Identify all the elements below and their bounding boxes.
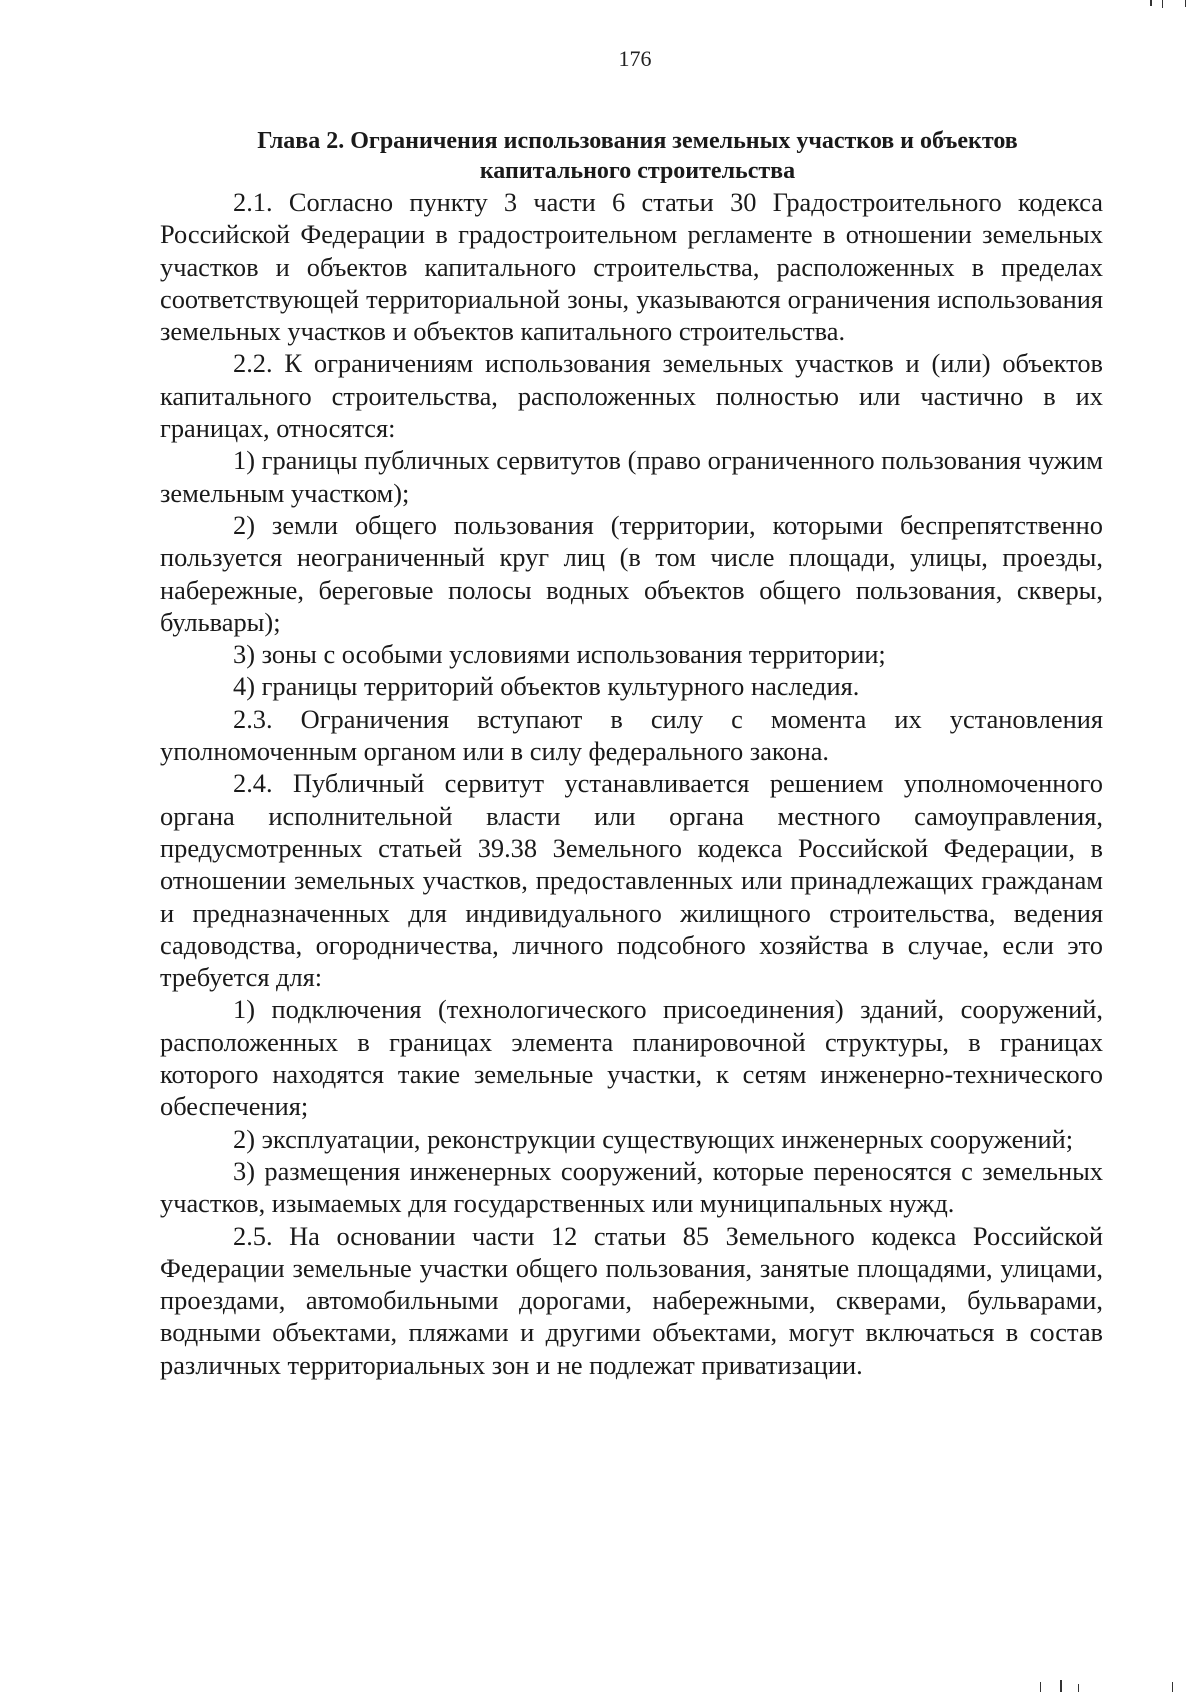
scan-mark-top-right [1185,0,1186,7]
list-item: 2) эксплуатации, реконструкции существующих инженерных сооружений; [233,1123,1074,1154]
paragraph-2-1: 2.1. Согласно пункту 3 части 6 статьи 30 Градостроительного кодекса Российской Федерации в градостроительном регламенте в отношении земельных участков и объектов капитального строительства, расположенных в пределах соответствующей территориальной зоны, указываются ограничения использования земельных участков и объектов капитального строительства. [160,187,1103,347]
list-item: 4) границы территорий объектов культурного наследия. [233,671,860,702]
paragraph-2-2: 2.2. К ограничениям использования земельных участков и (или) объектов капитального строительства, расположенных полностью или частично в их границах, относятся: [160,348,1103,444]
list-item: 1) границы публичных сервитутов (право ограниченного пользования чужим земельным участком); [160,445,1103,508]
list-item: 2) земли общего пользования (территории, которыми беспрепятственно пользуется неограниченный круг лиц (в том числе площади, улицы, проезды, набережные, береговые полосы водных объектов общего пользования, скверы, бульвары); [160,509,1103,637]
scan-mark-top-right [1162,0,1163,8]
scan-mark-bottom-right [1078,1684,1079,1692]
scan-mark-bottom-right [1060,1680,1062,1692]
paragraph-2-5: 2.5. На основании части 12 статьи 85 Земельного кодекса Российской Федерации земельные участки общего пользования, занятые площадями, улицами, проездами, автомобильными дорогами, набережными, скверами, бульварами, водными объектами, пляжами и другими объектами, могут включаться в состав различных территориальных зон и не подлежат приватизации. [160,1220,1103,1380]
scan-mark-bottom-right [1040,1682,1041,1692]
paragraph-2-3: 2.3. Ограничения вступают в силу с момента их установления уполномоченным органом или в силу федерального закона. [160,703,1103,767]
list-item: 3) зоны с особыми условиями использования территории; [233,639,886,670]
page-number: 176 [618,46,652,71]
chapter-heading: Глава 2. Ограничения использования земельных участков и объектов капитального строительства [257,128,1018,184]
list-item: 1) подключения (технологического присоединения) зданий, сооружений, расположенных в границах элемента планировочной структуры, в границах которого находятся такие земельные участки, к сетям инженерно-технического обеспечения; [160,994,1103,1122]
document-body [160,186,1103,1381]
list-item: 3) размещения инженерных сооружений, которые переносятся с земельных участков, изымаемых для государственных или муниципальных нужд. [160,1155,1103,1219]
paragraph-2-4: 2.4. Публичный сервитут устанавливается решением уполномоченного органа исполнительной власти или органа местного самоуправления, предусмотренных статьей 39.38 Земельного кодекса Российской Федерации, в отношении земельных участков, предоставленных или принадлежащих гражданам и предназначенных для индивидуального жилищного строительства, ведения садоводства, огородничества, личного подсобного хозяйства в случае, если это требуется для: [160,768,1103,993]
scan-mark-top-right [1150,0,1152,6]
scan-mark-bottom-right [1172,1682,1173,1692]
